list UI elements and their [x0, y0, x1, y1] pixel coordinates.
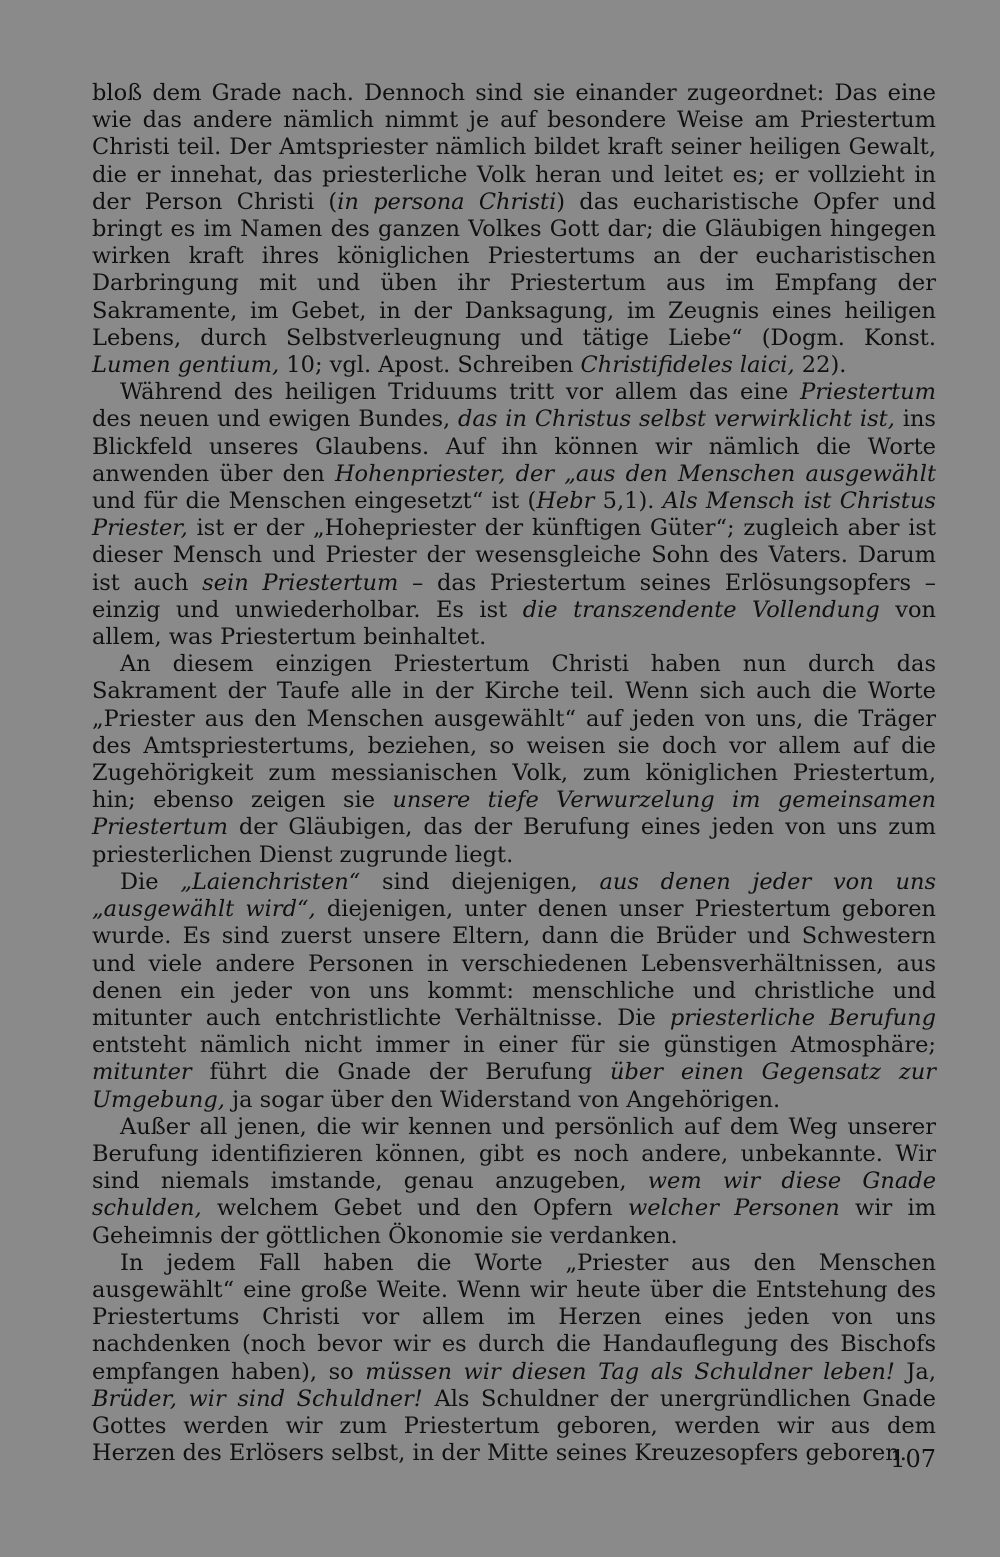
text-run: In jedem Fall haben die Worte „Priester aus den Menschen ausgewählt“ eine große Weite. Wenn wir heute über die Entstehung des Priestertums Christi vor allem im Herzen eines jeden von uns nachdenken (noch bevor wir es durch die Handauflegung des Bischofs empfangen haben), so — [92, 1249, 936, 1385]
text-run: welchem Gebet und den Opfern — [201, 1195, 629, 1222]
text-run: der Gläubigen, das der Berufung eines jeden von uns zum priesterlichen Dienst zugrunde liegt. — [92, 814, 936, 868]
paragraph — [92, 379, 936, 651]
italic-text: aus denen jeder von uns „ausgewählt wird“, — [92, 868, 936, 923]
italic-text: Hohenpriester, der „aus den Menschen ausgewählt — [334, 460, 937, 487]
text-run: ja sogar über den Widerstand von Angehörigen. — [224, 1086, 781, 1113]
italic-text: Hebr — [536, 488, 595, 515]
text-run: Während des heiligen Triduums tritt vor allem das eine — [120, 379, 801, 406]
italic-text: welcher Personen — [628, 1195, 840, 1222]
italic-text: sein Priestertum — [202, 569, 399, 596]
text-run: führt die Gnade der Berufung — [191, 1059, 611, 1086]
text-run: 10; vgl. Apost. Schreiben — [279, 352, 581, 379]
text-run: Außer all jenen, die wir kennen und persönlich auf dem Weg unserer Berufung identifizieren können, gibt es noch andere, unbekannte. Wir sind niemals imstande, genau anzugeben, — [92, 1113, 936, 1195]
text-run: von allem, was Priestertum beinhaltet. — [92, 596, 936, 651]
italic-text: das in Christus selbst verwirklicht ist, — [458, 406, 895, 433]
text-run: wir im Geheimnis der göttlichen Ökonomie sie verdanken. — [92, 1195, 936, 1249]
italic-text: Lumen gentium, — [92, 352, 280, 379]
italic-text: wem wir diese Gnade schulden, — [92, 1168, 937, 1222]
text-run: – das Priestertum seines Erlösungsopfers – einzig und unwiederholbar. Es ist — [92, 569, 937, 623]
text-run: des neuen und ewigen Bundes, — [92, 406, 459, 433]
paragraph — [92, 1250, 936, 1468]
text-run: Als Schuldner der unergründlichen Gnade Gottes werden wir zum Priestertum geboren, werden wir aus dem Herzen des Erlösers selbst, in der Mitte seines Kreuzesopfers geboren. — [92, 1385, 936, 1467]
body-text — [92, 80, 936, 1467]
italic-text: „Laienchristen“ — [180, 868, 361, 895]
paragraph — [92, 80, 936, 379]
italic-text: Priestertum — [800, 379, 936, 406]
text-run: bloß dem Grade nach. Dennoch sind sie einander zugeordnet: Das eine wie das andere nämlich nimmt je auf besondere Weise am Priestertum Christi teil. Der Amtspriester nämlich bildet kraft seiner heiligen Gewalt, die er innehat, das priesterliche Volk heran und leitet es; er vollzieht in der Person Christi ( — [92, 80, 936, 215]
text-run: sind diejenigen, — [360, 868, 600, 895]
text-run: ins Blickfeld unseres Glaubens. Auf ihn können wir nämlich die Worte anwenden über den — [92, 406, 936, 487]
italic-text: Als Mensch ist Christus Priester, — [92, 488, 936, 542]
italic-text: Christifideles laici, — [580, 352, 795, 379]
italic-text: müssen wir diesen Tag als Schuldner leben! — [365, 1358, 895, 1385]
italic-text: priesterliche Berufung — [669, 1004, 936, 1031]
italic-text: Brüder, wir sind Schuldner! — [92, 1385, 423, 1412]
italic-text: unsere tiefe Verwurzelung im gemeinsamen Priestertum — [92, 787, 937, 841]
text-run: ) das eucharistische Opfer und bringt es im Namen des ganzen Volkes Gott dar; die Gläubigen hingegen wirken kraft ihres königlichen Priestertums an der eucharistischen Darbringung mit und üben ihr Priestertum aus im Empfang der Sakramente, im Gebet, in der Danksagung, im Zeugnis eines heiligen Lebens, durch Selbstverleugnung und tätige Liebe“ (Dogm. Konst. — [92, 188, 937, 351]
text-run: entsteht nämlich nicht immer in einer für sie günstigen Atmosphäre; — [92, 1032, 936, 1059]
paragraph — [92, 651, 936, 869]
text-run: 5,1). — [594, 488, 663, 515]
text-run: Ja, — [894, 1358, 937, 1385]
italic-text: die transzendente Vollendung — [522, 596, 880, 623]
text-run: ist er der „Hohepriester der künftigen Güter“; zugleich aber ist dieser Mensch und Priester der wesensgleiche Sohn des Vaters. Darum ist auch — [92, 515, 936, 596]
text-run: und für die Menschen eingesetzt“ ist ( — [92, 488, 537, 515]
paragraph — [92, 1114, 936, 1250]
text-run: An diesem einzigen Priestertum Christi haben nun durch das Sakrament der Taufe alle in der Kirche teil. Wenn sich auch die Worte „Priester aus den Menschen ausgewählt“ auf jeden von uns, die Träger des Amtspriestertums, beziehen, so weisen sie doch vor allem auf die Zugehörigkeit zum messianischen Volk, zum königlichen Priestertum, hin; ebenso zeigen sie — [92, 651, 936, 814]
text-run: 22). — [794, 352, 847, 379]
italic-text: mitunter — [92, 1059, 192, 1086]
italic-text: in persona Christi — [337, 188, 557, 215]
text-run: Die — [120, 868, 181, 895]
page-number: 107 — [890, 1445, 936, 1473]
text-run: diejenigen, unter denen unser Priestertum geboren wurde. Es sind zuerst unsere Eltern, dann die Brüder und Schwestern und viele andere Personen in verschiedenen Lebensverhältnissen, aus denen ein jeder von uns kommt: menschliche und christliche und mitunter auch entchristlichte Verhältnisse. Die — [92, 896, 936, 1031]
italic-text: über einen Gegensatz zur Umgebung, — [92, 1059, 936, 1113]
paragraph — [92, 869, 936, 1114]
